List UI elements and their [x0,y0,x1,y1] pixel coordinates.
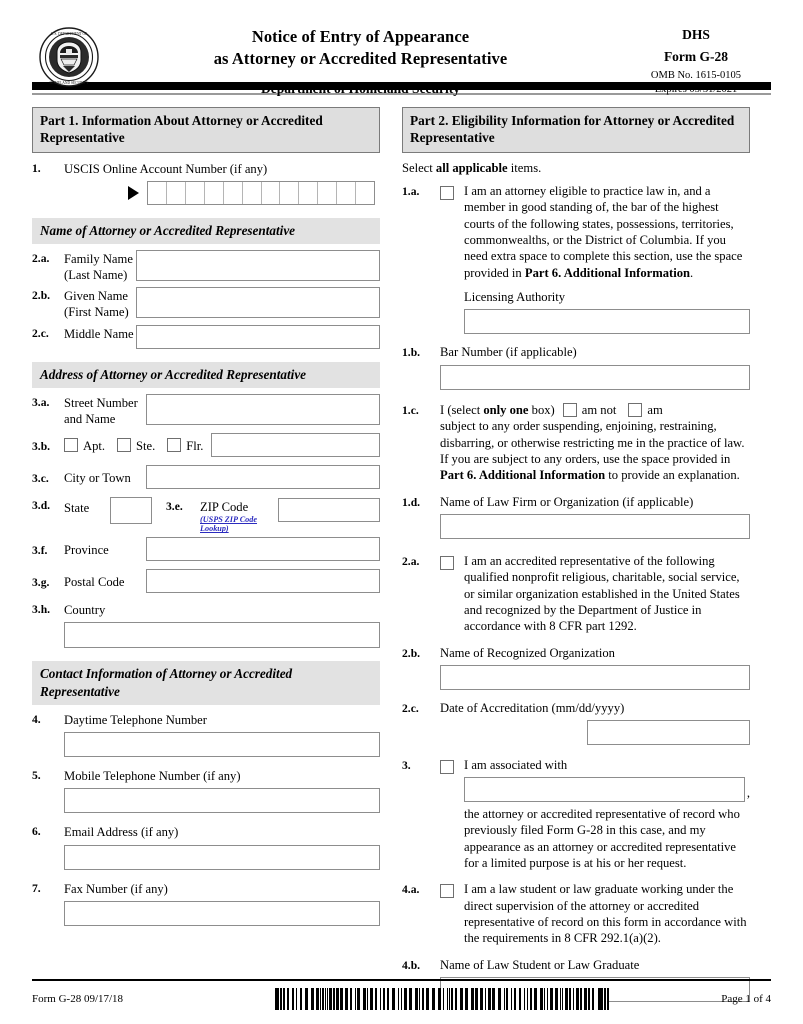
field-row-state-zip [32,497,380,533]
item-3-comma: , [746,786,750,801]
select-instruction: Select all applicable items. [402,160,542,175]
item-1c-choice-row [440,402,750,418]
item-number: 7. [32,881,41,895]
item-number: 4.a. [402,883,420,897]
field-row-item-2a [402,553,750,635]
item-number: 6. [32,825,41,839]
accreditation-date-label: Date of Accreditation (mm/dd/yyyy) [440,701,625,716]
item-number: 2.a. [32,252,50,266]
comb-cell[interactable] [299,182,318,204]
field-row-province [32,537,380,561]
field-row-item-2b [402,645,750,661]
postal-code-input[interactable] [146,569,380,593]
field-row-country [32,601,380,618]
associated-with-checkbox[interactable] [440,760,454,774]
form-title-line1: Notice of Entry of Appearance [251,27,470,46]
country-input[interactable] [64,622,380,648]
comb-cell[interactable] [243,182,262,204]
item-4a-text: I am a law student or law graduate working under the direct supervision of the attorney or accredited representative of record on this form in accordance with the requirements in 8 CFR 292.1(a)(2). [464,882,747,946]
associated-attorney-input[interactable] [464,777,745,802]
mobile-phone-label: Mobile Telephone Number (if any) [64,769,241,784]
province-label: Province [64,542,109,557]
comb-cell[interactable] [148,182,167,204]
uscis-account-label: USCIS Online Account Number (if any) [64,161,268,176]
city-label: City or Town [64,470,131,485]
page-footer [32,979,771,1010]
field-row-item-4b [402,957,750,973]
email-label: Email Address (if any) [64,825,179,840]
arrow-right-icon [128,186,139,200]
field-row-email [32,823,380,840]
law-student-checkbox[interactable] [440,884,454,898]
expiration-date: Expires 05/31/2021 [654,84,738,95]
flr-label: Flr. [186,438,204,453]
item-number: 3.a. [32,395,50,409]
zip-input[interactable] [278,498,380,522]
form-title-line2: as Attorney or Accredited Representative [213,48,508,68]
field-row-item-4a [402,881,750,946]
field-row-middle-name [32,325,380,349]
footer-form-revision: Form G-28 09/17/18 [32,993,124,1005]
ste-checkbox[interactable] [117,438,131,452]
pdf417-barcode [275,988,609,1010]
item-number: 2.c. [32,326,49,340]
item-2a-text: I am an accredited representative of the following qualified nonprofit religious, charitable, social service, or similar organization established in the United States and recognized by the Department of Justice in accordance with 8 CFR part 1292. [464,553,740,634]
ste-label: Ste. [136,438,156,453]
family-name-input[interactable] [136,250,380,281]
item-number: 1. [32,161,41,175]
item-number: 4. [32,713,41,727]
item-number: 3.b. [32,439,51,453]
mobile-phone-input[interactable] [64,788,380,813]
field-row-uscis-account [32,160,380,177]
svg-text:HOMELAND SECURITY: HOMELAND SECURITY [49,81,89,85]
unit-number-input[interactable] [211,433,380,457]
department-name: Department of Homeland Security [260,80,461,96]
given-name-label: Given Name (First Name) [64,289,129,320]
field-row-fax [32,880,380,897]
dhs-seal-icon [38,26,100,88]
item-number: 2.b. [32,289,51,303]
dhs-label: DHS [682,27,710,42]
usps-zip-lookup-link[interactable]: (USPS ZIP Code Lookup) [200,515,258,534]
bar-number-label: Bar Number (if applicable) [440,345,577,360]
recognized-org-input[interactable] [440,665,750,690]
law-firm-label: Name of Law Firm or Organization (if applicable) [440,494,694,509]
field-row-street [32,394,380,427]
field-row-family-name [32,250,380,283]
state-label: State [64,501,90,516]
footer-rule [32,979,771,981]
field-row-item-2c [402,700,750,716]
fax-label: Fax Number (if any) [64,881,168,896]
law-student-name-label: Name of Law Student or Law Graduate [440,957,640,972]
item-3-lead: I am associated with [464,758,568,773]
comb-cell[interactable] [280,182,299,204]
footer-page-number: Page 1 of 4 [721,993,771,1005]
item-1c-text: subject to any order suspending, enjoining, restraining, disbarring, or otherwise restricting me in the practice of law. If you are subject to any orders, use the space provided in Part 6. Additional Information to provide an explanation. [440,419,745,483]
middle-name-input[interactable] [136,325,380,349]
fax-input[interactable] [64,901,380,926]
uscis-account-input[interactable] [147,181,375,205]
item-number: 3.e. [166,500,183,514]
address-section-banner: Address of Attorney or Accredited Representative [32,362,380,388]
zip-label: ZIP Code [200,500,249,515]
part1-banner: Part 1. Information About Attorney or Accredited Representative [32,107,380,153]
apt-checkbox[interactable] [64,438,78,452]
daytime-phone-label: Daytime Telephone Number [64,713,207,728]
field-row-mobile-phone [32,767,380,784]
am-checkbox[interactable] [628,403,642,417]
field-row-unit [32,433,380,457]
flr-checkbox[interactable] [167,438,181,452]
comb-cell[interactable] [205,182,224,204]
name-section-banner: Name of Attorney or Accredited Representative [32,218,380,244]
column-part2 [402,107,750,1002]
item-number: 1.c. [402,403,419,417]
page-header [32,0,771,96]
item-number: 2.c. [402,702,419,716]
contact-section-banner: Contact Information of Attorney or Accredited Representative [32,661,380,705]
email-input[interactable] [64,845,380,870]
form-number: Form G-28 [663,49,729,64]
field-row-postal [32,569,380,593]
am-not-label: am not [581,402,617,417]
omb-number: OMB No. 1615-0105 [650,70,742,81]
barcode-bar [607,988,609,1010]
item-number: 3.d. [32,499,51,513]
item-number: 3. [402,759,411,773]
postal-code-label: Postal Code [64,574,125,589]
field-row-given-name [32,287,380,320]
country-label: Country [64,603,106,618]
item-number: 3.h. [32,603,51,617]
item-number: 3.g. [32,575,50,589]
comb-cell[interactable] [167,182,186,204]
item-number: 3.f. [32,543,48,557]
column-part1 [32,107,380,1002]
part2-banner: Part 2. Eligibility Information for Attorney or Accredited Representative [402,107,750,153]
item-number: 1.b. [402,346,421,360]
street-label: Street Number and Name [64,395,138,427]
am-label: am [647,402,663,417]
uscis-account-entry [128,181,380,205]
field-row-item-1c [402,402,750,484]
item-3-text: the attorney or accredited representative of record who previously filed Form G-28 in this case, and my appearance as an attorney or accredited representative for a limited purpose is at his or her request. [464,806,740,870]
item-1c-lead: I (select only one box) [440,402,555,417]
item-1a-text: I am an attorney eligible to practice law in, and a member in good standing of, the bar of the highest courts of the following states, possessions, territories, commonwealths, or the District of Columbia. If you need extra space to complete this section, use the space provided in Part 6. Additional Information. [464,183,743,280]
province-input[interactable] [146,537,380,561]
accredited-rep-checkbox[interactable] [440,556,454,570]
licensing-authority-input[interactable] [464,309,750,334]
comb-cell[interactable] [337,182,356,204]
item-number: 5. [32,769,41,783]
field-row-item-3 [402,757,750,871]
header-meta [621,22,771,95]
footer-barcode-wrap [222,988,661,1010]
street-input[interactable] [146,394,380,425]
header-titles [100,22,621,97]
law-firm-input[interactable] [440,514,750,539]
field-row-city [32,465,380,489]
item-number: 1.a. [402,184,420,198]
form-columns [32,107,771,1002]
attorney-eligibility-checkbox[interactable] [440,186,454,200]
accreditation-date-input[interactable] [587,720,750,745]
bar-number-input[interactable] [440,365,750,390]
comb-cell[interactable] [224,182,243,204]
item-number: 2.b. [402,646,421,660]
state-input[interactable] [110,497,152,524]
comb-cell[interactable] [356,182,374,204]
field-row-item-1b [402,344,750,360]
comb-cell[interactable] [186,182,205,204]
licensing-authority-label: Licensing Authority [464,290,566,305]
comb-cell[interactable] [318,182,337,204]
field-row-item-1a [402,183,750,281]
city-input[interactable] [146,465,380,489]
given-name-input[interactable] [136,287,380,318]
item-number: 1.d. [402,495,421,509]
apt-label: Apt. [83,438,106,453]
svg-text:U.S. DEPARTMENT OF: U.S. DEPARTMENT OF [50,32,88,36]
item-number: 3.c. [32,471,49,485]
daytime-phone-input[interactable] [64,732,380,757]
item-number: 2.a. [402,554,420,568]
recognized-org-label: Name of Recognized Organization [440,645,615,660]
am-not-checkbox[interactable] [563,403,577,417]
comb-cell[interactable] [262,182,281,204]
family-name-label: Family Name (Last Name) [64,252,133,283]
item-number: 4.b. [402,958,421,972]
field-row-daytime-phone [32,711,380,728]
field-row-item-1d [402,494,750,510]
middle-name-label: Middle Name [64,326,134,341]
